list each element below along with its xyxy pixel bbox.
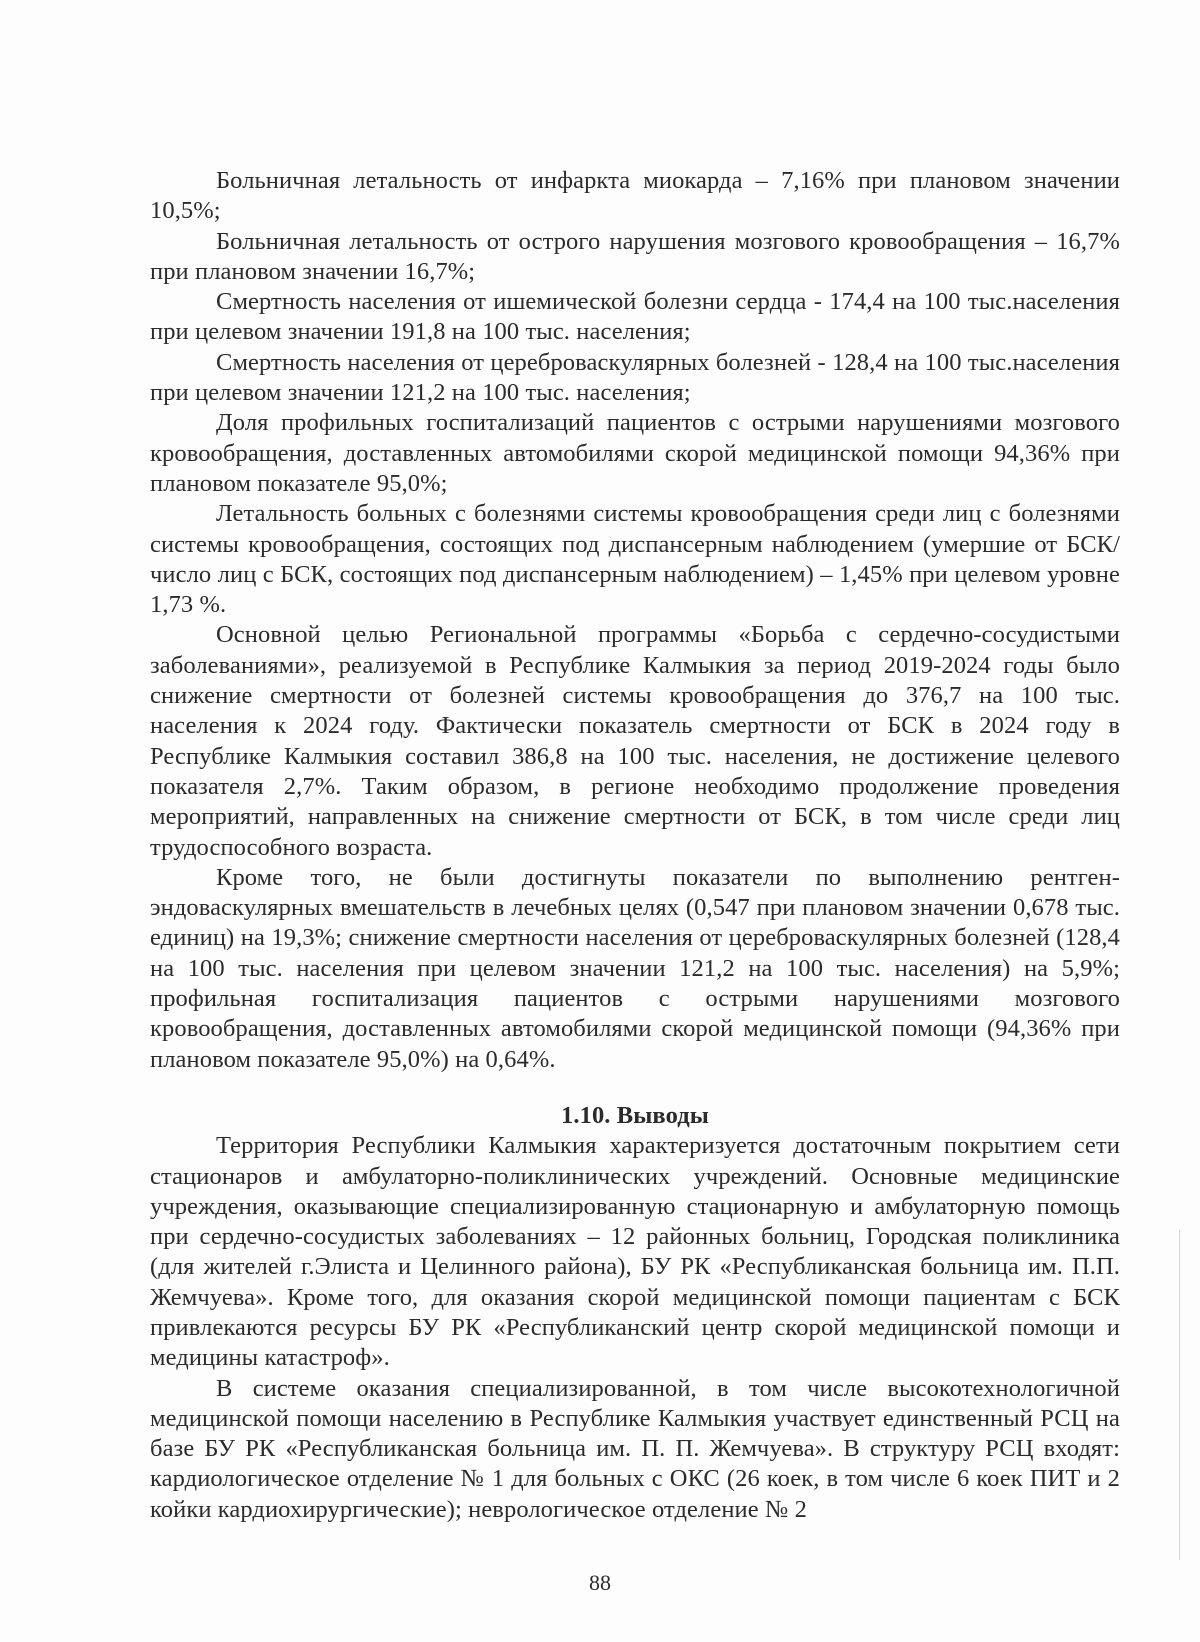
paragraph-hospitalization-share: Доля профильных госпитализаций пациентов с острыми нарушениями мозгового кровообращения, доставленных автомобилями скорой медицинской помощи 94,36% при плановом показателе 95,0%; (150, 409, 1120, 497)
paragraph-stroke-mortality: Больничная летальность от острого нарушения мозгового кровообращения – 16,7% при плановом значении 16,7%; (150, 227, 1120, 285)
paragraph-unmet-indicators: Кроме того, не были достигнуты показатели по выполнению рентген-эндоваскулярных вмешательств в лечебных целях (0,547 при плановом значении 0,678 тыс. единиц) на 19,3%; снижение смертности населения от цереброваскулярных болезней (128,4 на 100 тыс. населения при целевом значении 121,2 на 100 тыс. населения) на 5,9%; профильная госпитализация пациентов с острыми нарушениями мозгового кровообращения, доставленных автомобилями скорой медицинской помощи (94,36% при плановом показателе 95,0%) на 0,64%. (150, 863, 1120, 1073)
body-text (150, 166, 1120, 1525)
scan-edge-line (1179, 1230, 1180, 1560)
paragraph-mi-mortality: Больничная летальность от инфаркта миокарда – 7,16% при плановом значении 10,5%; (150, 167, 1120, 225)
paragraph-cerebrovascular-death-rate: Смертность населения от цереброваскулярных болезней - 128,4 на 100 тыс.населения при целевом значении 121,2 на 100 тыс. населения; (150, 348, 1120, 407)
paragraph-dispensary-lethality: Летальность больных с болезнями системы кровообращения среди лиц с болезнями системы кровообращения, состоящих под диспансерным наблюдением (умершие от БСК/ число лиц с БСК, состоящих под диспансерным наблюдением) – 1,45% при целевом уровне 1,73 %. (150, 500, 1120, 619)
section-title-conclusions: 1.10. Выводы (561, 1101, 709, 1129)
paragraph-conclusion-rsc: В системе оказания специализированной, в том числе высокотехнологичной медицинской помощи населению в Республике Калмыкия участвует единственный РСЦ на базе БУ РК «Республиканская больница им. П. П. Жемчуева». В структуру РСЦ входят: кардиологическое отделение № 1 для больных с ОКС (26 коек, в том числе 6 коек ПИТ и 2 койки кардиохирургические); неврологическое отделение № 2 (150, 1374, 1120, 1523)
paragraph-ihd-death-rate: Смертность населения от ишемической болезни сердца - 174,4 на 100 тыс.населения при целевом значении 191,8 на 100 тыс. населения; (150, 288, 1120, 346)
paragraph-program-goal: Основной целью Региональной программы «Борьба с сердечно-сосудистыми заболеваниями», реализуемой в Республике Калмыкия за период 2019-2024 годы было снижение смертности от болезней системы кровообращения до 376,7 на 100 тыс. населения к 2024 году. Фактически показатель смертности от БСК в 2024 году в Республике Калмыкия составил 386,8 на 100 тыс. населения, не достижение целевого показателя 2,7%. Таким образом, в регионе необходимо продолжение проведения мероприятий, направленных на снижение смертности от БСК, в том числе среди лиц трудоспособного возраста. (150, 621, 1120, 861)
paragraph-conclusion-territory: Территория Республики Калмыкия характеризуется достаточным покрытием сети стационаров и амбулаторно-поликлинических учреждений. Основные медицинские учреждения, оказывающие специализированную стационарную и амбулаторную помощь при сердечно-сосудистых заболеваниях – 12 районных больниц, Городская поликлиника (для жителей г.Элиста и Целинного района), БУ РК «Республиканская больница им. П.П. Жемчуева». Кроме того, для оказания скорой медицинской помощи пациентам с БСК привлекаются ресурсы БУ РК «Республиканский центр скорой медицинской помощи и медицины катастроф». (150, 1132, 1120, 1372)
page-number: 88 (589, 1570, 611, 1595)
